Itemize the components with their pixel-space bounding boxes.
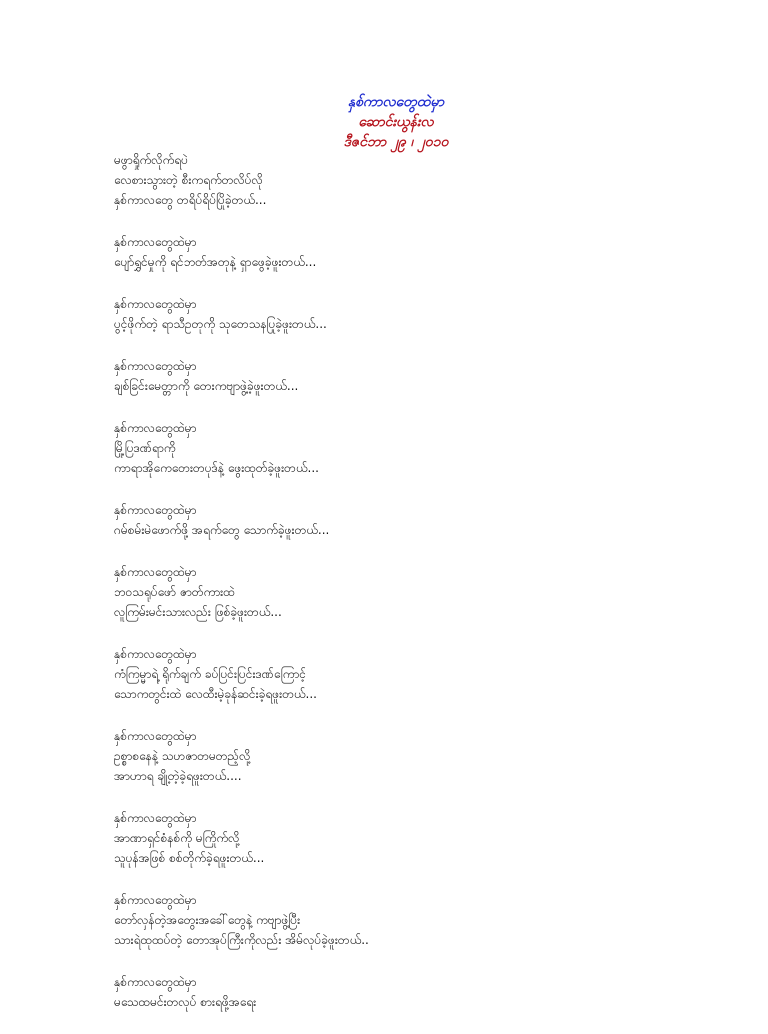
poem-stanza: [114, 562, 734, 622]
poem-body: [114, 150, 734, 1034]
poem-line: သောကတွင်းထဲ လေထီးမဲ့ခုန်ဆင်းခဲ့ရဖူးတယ်...: [114, 687, 317, 701]
poem-line: နှစ်ကာလတွေထဲမှာ: [114, 729, 197, 743]
poem-line: လေစားသွားတဲ့ စီးကရက်တလိပ်လို: [114, 173, 263, 187]
poem-line: ကာရာအိုကေတေးတပုဒ်နဲ့ ဖွေးထုတ်ခဲ့ဖူးတယ်...: [114, 461, 319, 475]
poem-line: ဥစ္စာစနေနဲ့ သဟဇာတမတည့်လို့: [114, 749, 251, 763]
poem-line: နှစ်ကာလတွေထဲမှာ: [114, 235, 197, 249]
poem-line: ဘဝသရုပ်ဖော် ဇာတ်ကားထဲ: [114, 585, 235, 599]
poem-date: ဒီဇင်ဘာ ၂၉ ၊ ၂၀၁၀: [343, 134, 449, 150]
poem-line: အာဏာရှင်စံနစ်ကို မကြိုက်လို့: [114, 831, 240, 845]
poem-stanza: [114, 890, 734, 950]
poem-title: နှစ်ကာလတွေထဲမှာ: [347, 94, 445, 110]
poem-stanza: [114, 726, 734, 786]
poem-line: မြို့ပြဒဏ်ရာကို: [114, 441, 176, 455]
poem-line: နှစ်ကာလတွေထဲမှာ: [114, 297, 197, 311]
poem-line: နှစ်ကာလတွေထဲမှာ: [114, 421, 197, 435]
poem-line: မဖွာရှိုက်လိုက်ရပဲ: [114, 153, 189, 167]
poem-stanza: [114, 644, 734, 704]
poem-stanza: [114, 356, 734, 396]
poem-line: နှစ်ကာလတွေထဲမှာ: [114, 503, 197, 517]
poem-line: ပျော်ရွှင်မှုကို ရင်ဘတ်အတုနဲ့ ရှာဖွေခဲ့ဖူးတယ်...: [114, 255, 317, 269]
poem-stanza: [114, 808, 734, 868]
poem-stanza: [114, 150, 734, 210]
poem-line: လူကြမ်းမင်းသားလည်း ဖြစ်ခဲ့ဖူးတယ်...: [114, 605, 282, 619]
poem-header: [0, 92, 768, 152]
poem-line: ဂမ်စမ်းမဲဖောက်ဖို့ အရက်တွေ သောက်ခဲ့ဖူးတယ်...: [114, 523, 330, 537]
poem-line: နှစ်ကာလတွေထဲမှာ: [114, 647, 197, 661]
poem-line: သူပုန်အဖြစ် စစ်တိုက်ခဲ့ရဖူးတယ်...: [114, 851, 265, 865]
poem-line: ချစ်ခြင်းမေတ္တာကို တေးကဗျာဖွဲ့ခဲ့ဖူးတယ်...: [114, 379, 299, 393]
poem-stanza: [114, 418, 734, 478]
poem-stanza: [114, 294, 734, 334]
poem-line: နှစ်ကာလတွေထဲမှာ: [114, 811, 197, 825]
poem-line: အာဟာရ ချို့တဲ့ခဲ့ရဖူးတယ်....: [114, 769, 242, 783]
poem-line: မသေထမင်းတလုပ် စားရဖို့အရေး: [114, 995, 257, 1009]
poem-line: ပွင့်ဖိုက်တဲ့ ရာသီဥတုကို သုတေသနပြုခဲ့ဖူးတယ်...: [114, 317, 327, 331]
poem-stanza: [114, 232, 734, 272]
poem-line: တော်လှန်တဲ့အတွေးအခေါ်တွေနဲ့ ကဗျာဖွဲ့ပြီး: [114, 913, 301, 927]
poem-line: နှစ်ကာလတွေထဲမှာ: [114, 565, 197, 579]
poem-line: နှစ်ကာလတွေထဲမှာ: [114, 359, 197, 373]
poem-line: သားရဲထုထပ်တဲ့ တောအုပ်ကြီးကိုလည်း အိမ်လုပ်ခဲ့ဖူးတယ်..: [114, 933, 369, 947]
poem-line: နှစ်ကာလတွေထဲမှာ: [114, 975, 197, 989]
poem-line: ကံကြမ္မာရဲ့ ရိုက်ချက် ခပ်ပြင်းပြင်းဒဏ်ကြောင့်: [114, 667, 306, 681]
poem-stanza: [114, 972, 734, 1012]
poem-stanza: [114, 500, 734, 540]
poem-line: နှစ်ကာလတွေထဲမှာ: [114, 893, 197, 907]
poem-author: ဆောင်းယွန်းလ: [358, 114, 434, 130]
poem-line: နှစ်ကာလတွေ တရိပ်ရိပ်ပြိုခဲ့တယ်...: [114, 193, 267, 207]
